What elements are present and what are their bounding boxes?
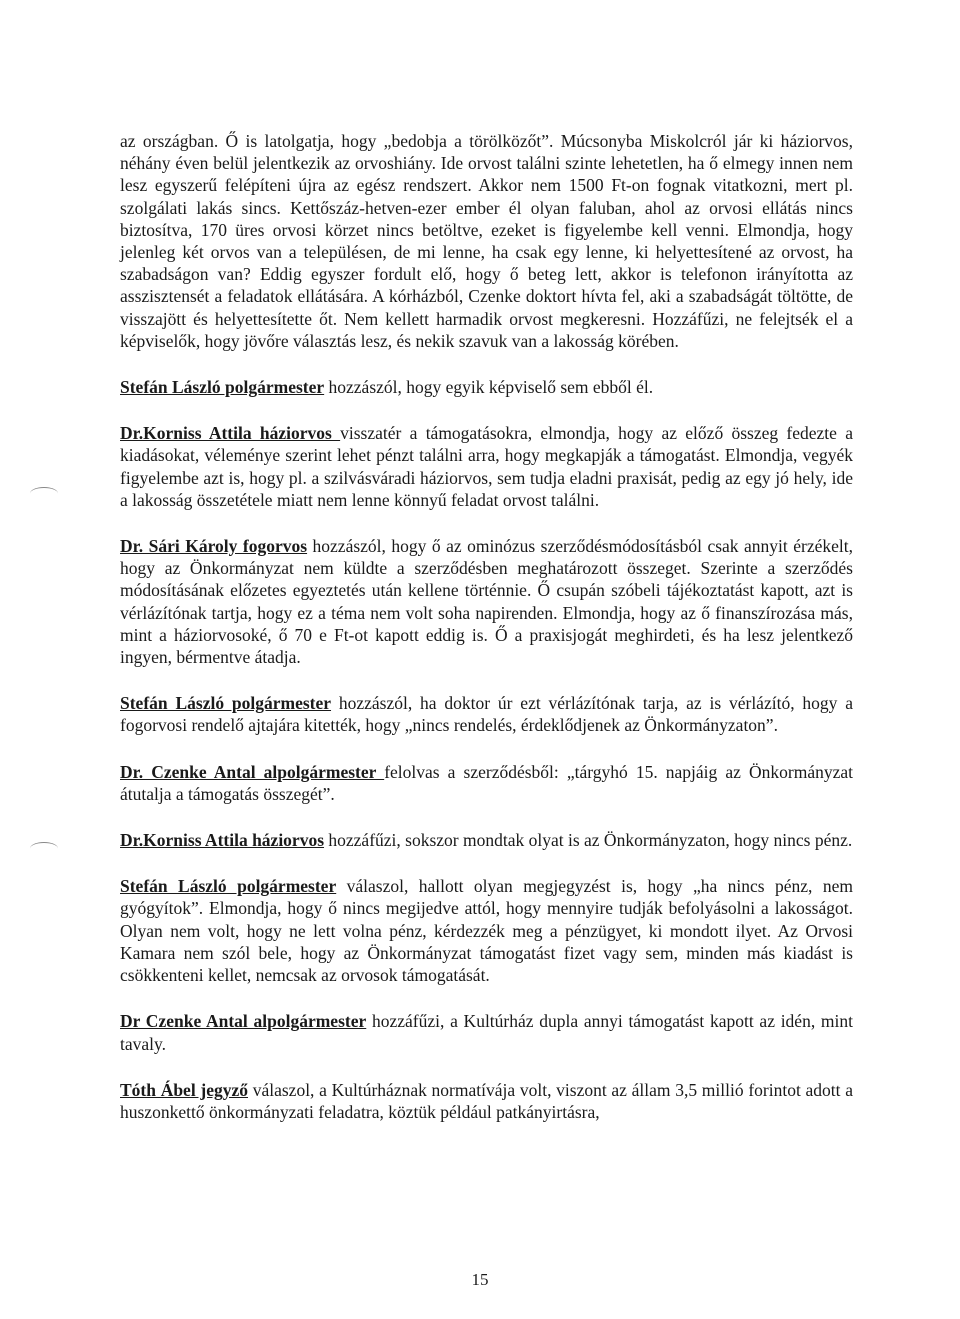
paragraph [120,1010,853,1054]
body-text [120,130,853,1147]
paragraph [120,535,853,668]
paragraph-text: hozzászól, ha doktor úr ezt vérlázítónak tarja, az is vérlázító, hogy a fogorvosi rendelő ajtajára kitették, hogy „nincs rendelés, érdeklődjenek az Önkormányzaton”. [120,693,853,736]
paragraph-text: felolvas a szerződésből: „tárgyhó 15. napjáig az Önkormányzat átutalja a támogatás összegét”. [120,761,853,804]
speaker-name: Stefán László polgármester [120,377,325,398]
speaker-name: Stefán László polgármester [120,693,332,714]
speaker-name: Stefán László polgármester [120,876,337,897]
margin-mark [30,842,58,855]
margin-mark [30,487,58,500]
paragraph-text: válaszol, hallott olyan megjegyzést is, hogy „ha nincs pénz, nem gyógyítok”. Elmondja, hogy ő nincs megijedve attól, hogy mennyire tudják befolyásolni a lakosságot. Olyan nem volt, hogy ne lett volna pénz, kérdezzék meg a pénzügyet, ki mondott ilyet. Az Orvosi Kamara nem szól bele, hogy az Önkormányzat támogatást fizet vagy sem, minden más kiadást is csökkenteni kellet, nemcsak az orvosok támogatását. [120,876,853,986]
paragraph [120,130,853,352]
paragraph-text: válaszol, a Kultúrháznak normatívája volt, viszont az állam 3,5 millió forintot adott a huszonkettő önkormányzati feladatra, köztük például patkányirtásra, [120,1079,853,1122]
paragraph [120,829,853,851]
paragraph [120,1079,853,1123]
speaker-name: Dr.Korniss Attila háziorvos [120,830,325,851]
speaker-name: Dr.Korniss Attila háziorvos [120,423,341,444]
paragraph-text: hozzászól, hogy ő az ominózus szerződésmódosításból csak annyit érzékelt, hogy az Önkormányzat nem küldte a szerződésben meghatározott összeget. Szerinte a szerződés módosításának előzetes egyeztetés után kellene történnie. Ő csupán szóbeli tájékoztatást kapott, azt is vérlázítónak tartja, hogy ez a téma nem volt soha napirenden. Elmondja, hogy az ő finanszírozása más, mint a háziorvosoké, ő 70 e Ft-ot kapott eddig is. Ő a praxisjogát meghirdeti, és ha lesz jelentkező ingyen, bérmentve átadja. [120,536,854,668]
speaker-name: Tóth Ábel jegyző [120,1079,249,1100]
paragraph [120,692,853,736]
paragraph-text: hozzáfűzi, a Kultúrház dupla annyi támogatást kapott az idén, mint tavaly. [120,1011,853,1054]
paragraph [120,761,853,805]
speaker-name: Dr Czenke Antal alpolgármester [120,1011,367,1032]
speaker-name: Dr. Czenke Antal alpolgármester [120,761,385,782]
paragraph-text: az országban. Ő is latolgatja, hogy „bedobja a törölközőt”. Múcsonyba Miskolcról jár ki háziorvos, néhány éven belül jelentkezik az orvoshiány. Ide orvost találni szinte lehetetlen, ha ő elmegy innen nem lesz egyszerű felépíteni újra az egész rendszert. Akkor nem 1500 Ft-on fognak vitatkozni, mert pl. szolgálati lakás sincs. Kettőszáz-hetven-ezer ember él olyan faluban, ahol az orvosi ellátás nincs biztosítva, 170 üres orvosi körzet nincs betöltve, ezeket is figyelembe kell venni. Elmondja, hogy jelenleg két orvos van a településen, de mi lenne, ha csak egy lenne, ki helyettesítené az orvost, ha szabadságon van? Eddig egyszer fordult elő, hogy ő beteg lett, akkor is telefonon irányította az asszisztensét a feladatok ellátására. A kórházból, Czenke doktort hívta fel, aki a szabadságát töltötte, de visszajött és helyettesítette őt. Nem kellett harmadik orvost megkeresni. Hozzáfűzi, ne felejtsék el a képviselők, hogy jövőre választás lesz, és nekik szavuk van a lakosság körében. [120,131,853,351]
paragraph-text: visszatér a támogatásokra, elmondja, hogy az előző összeg fedezte a kiadásokat, véleménye szerint lehet pénzt találni arra, hogy megkapják a támogatást. Elmondja, vegyék figyelembe azt is, hogy pl. a szilvásváradi háziorvos, sem tudja eladni praxisát, pedig az egy jó hely, ide a lakosság összetétele miatt nem lenne könnyű feladat orvost találni. [120,423,853,510]
speaker-name: Dr. Sári Károly fogorvos [120,536,308,557]
paragraph-text: hozzáfűzi, sokszor mondtak olyat is az Önkormányzaton, hogy nincs pénz. [324,830,853,851]
paragraph [120,422,853,511]
paragraph-text: hozzászól, hogy egyik képviselő sem ebből él. [324,377,654,398]
page-number: 15 [471,1270,489,1289]
paragraph [120,875,853,986]
paragraph [120,376,853,398]
